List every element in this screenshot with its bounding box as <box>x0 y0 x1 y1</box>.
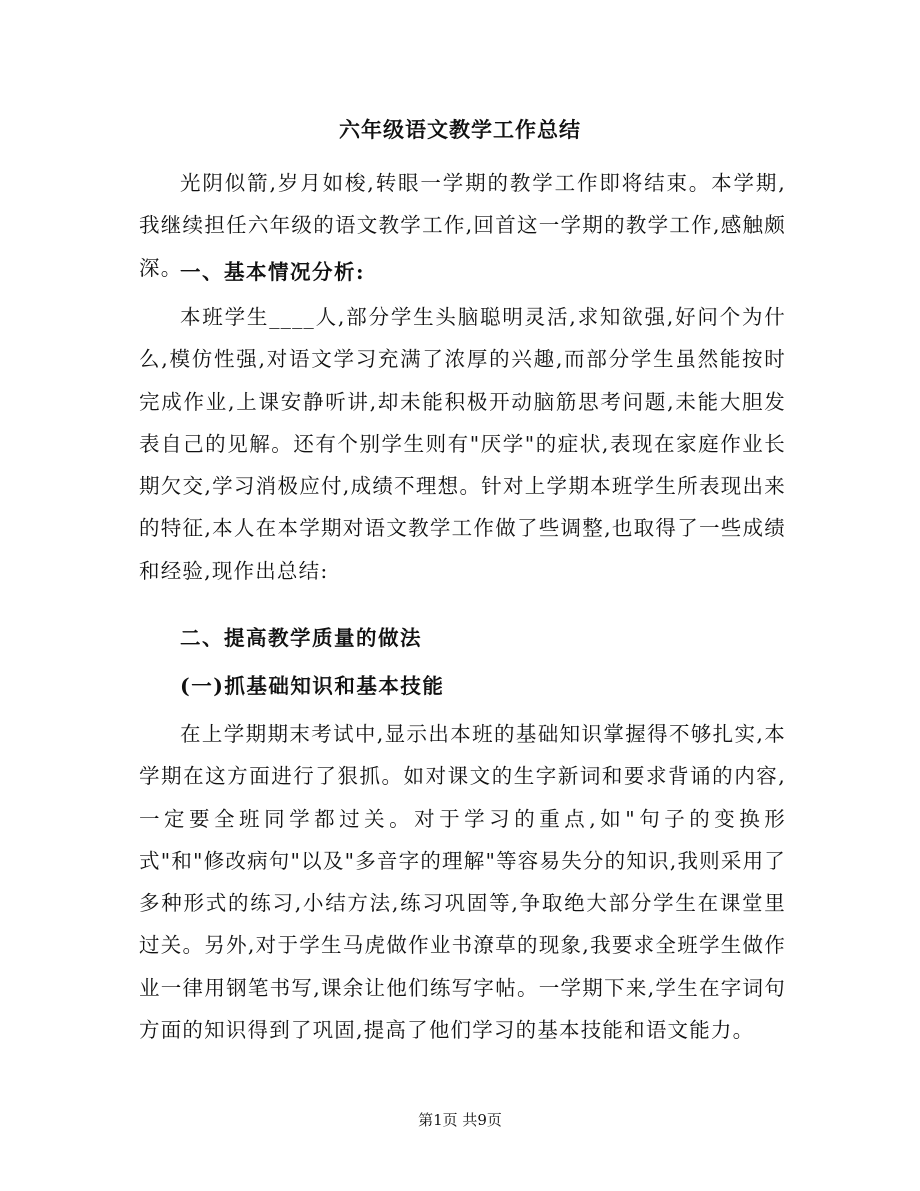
intro-paragraph: 光阴似箭,岁月如梭,转眼一学期的教学工作即将结束。本学期,我继续担任六年级的语文教学工作,回首这一学期的教学工作,感触颇深。 <box>139 171 786 280</box>
section-heading-basic-situation: 一、基本情况分析: <box>180 260 366 284</box>
basic-situation-paragraph: 本班学生____人,部分学生头脑聪明灵活,求知欲强,好问个为什么,模仿性强,对语文学习充满了浓厚的兴趣,而部分学生虽然能按时完成作业,上课安静听讲,却未能积极开动脑筋思考问题,未能大胆发表自己的见解。还有个别学生则有"厌学"的症状,表现在家庭作业长期欠交,学习消极应付,成绩不理想。针对上学期本班学生所表现出来的特征,本人在本学期对语文教学工作做了些调整,也取得了一些成绩和经验,现作出总结: <box>139 305 786 583</box>
page-indicator: 第1页 共9页 <box>418 1111 502 1129</box>
document-title: 六年级语文教学工作总结 <box>339 117 581 142</box>
subsection-heading-basics: (一)抓基础知识和基本技能 <box>180 674 445 698</box>
basics-paragraph: 在上学期期末考试中,显示出本班的基础知识掌握得不够扎实,本学期在这方面进行了狠抓。如对课文的生字新词和要求背诵的内容,一定要全班同学都过关。对于学习的重点,如"句子的变换形式"和"修改病句"以及"多音字的理解"等容易失分的知识,我则采用了多种形式的练习,小结方法,练习巩固等,争取绝大部分学生在课堂里过关。另外,对于学生马虎做作业书潦草的现象,我要求全班学生做作业一律用钢笔书写,课余让他们练写字帖。一学期下来,学生在字词句方面的知识得到了巩固,提高了他们学习的基本技能和语文能力。 <box>139 722 786 1043</box>
section-heading-teaching-methods: 二、提高教学质量的做法 <box>180 626 422 650</box>
